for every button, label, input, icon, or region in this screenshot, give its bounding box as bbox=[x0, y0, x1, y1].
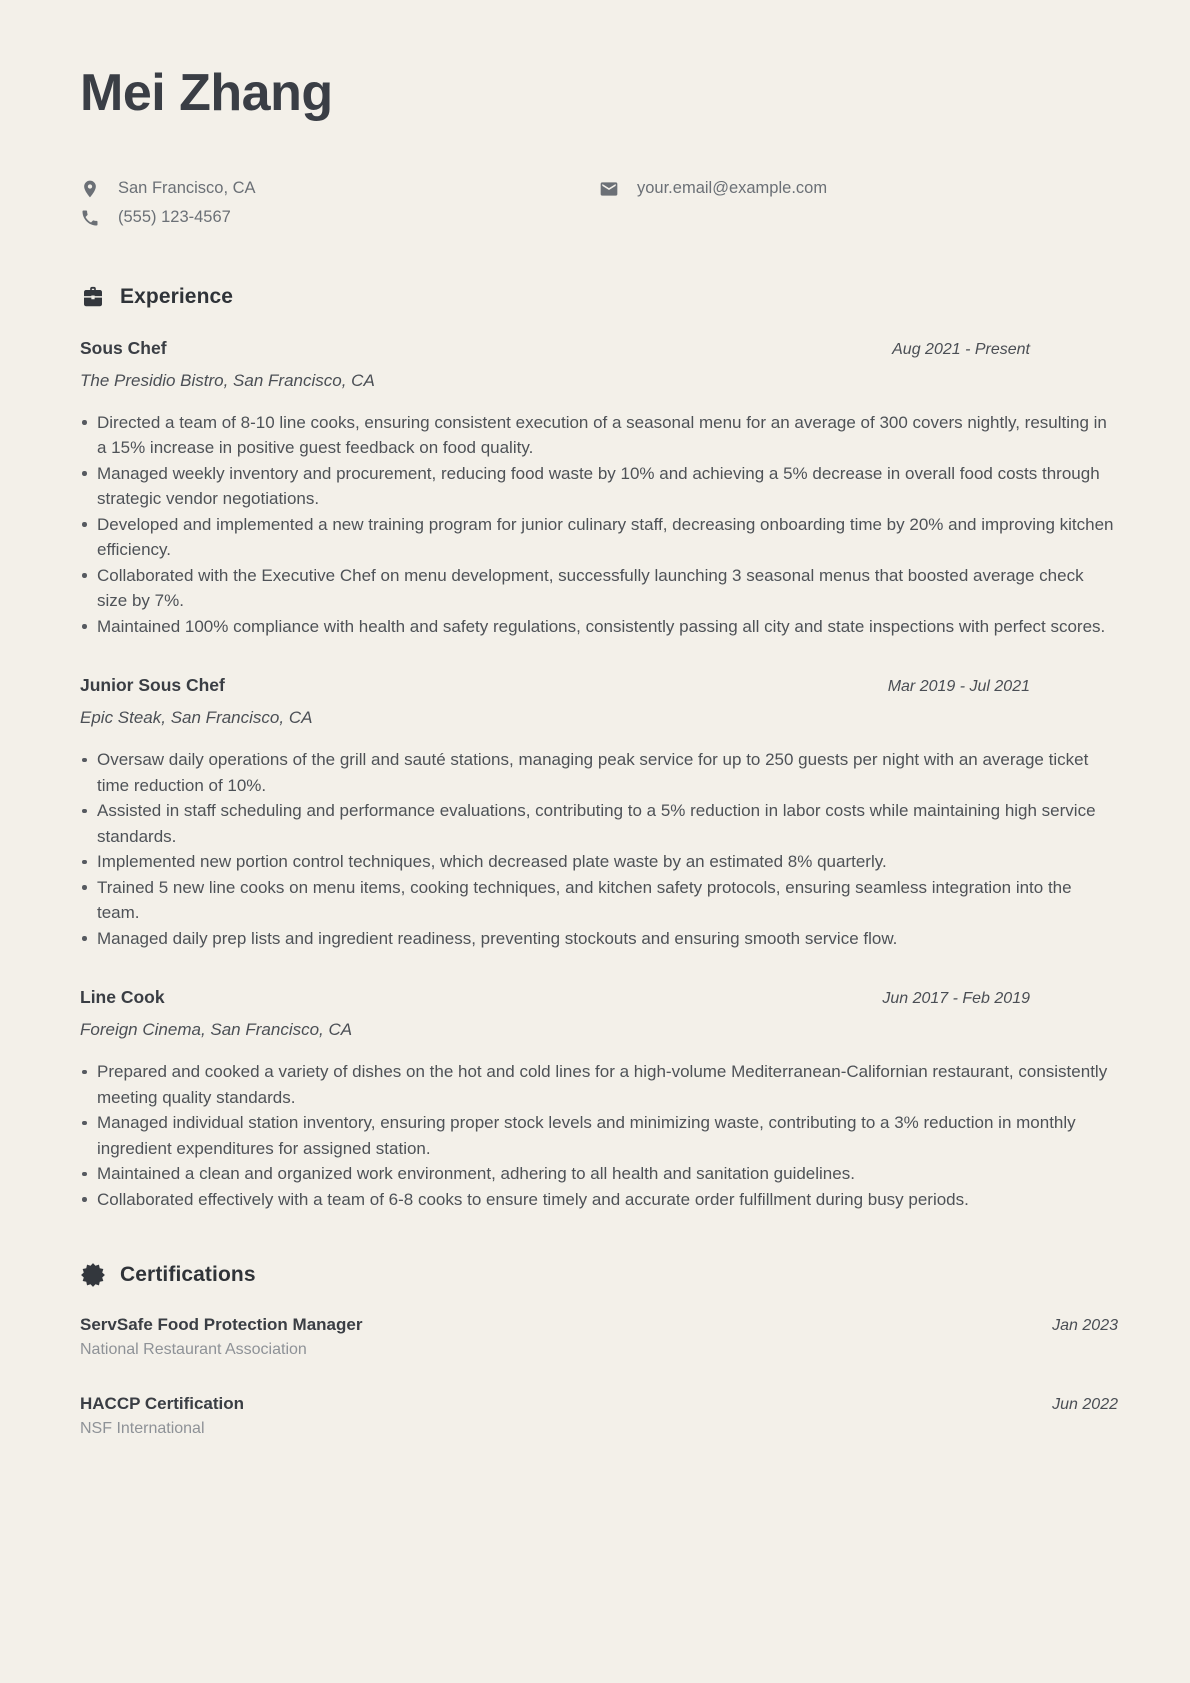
job-bullet: Managed weekly inventory and procurement, reducing food waste by 10% and achieving a 5% decrease in overall food costs through strategic vendor negotiations. bbox=[80, 461, 1118, 512]
job-bullets bbox=[80, 1059, 1118, 1212]
job-header bbox=[80, 675, 1118, 696]
contact-email bbox=[599, 179, 1118, 199]
certifications-section-title: Certifications bbox=[120, 1263, 256, 1287]
resume-name: Mei Zhang bbox=[80, 64, 333, 122]
job-bullet: Collaborated effectively with a team of 6-8 cooks to ensure timely and accurate order fulfillment during busy periods. bbox=[80, 1187, 1118, 1213]
job-title: Line Cook bbox=[80, 987, 165, 1008]
job-bullet: Prepared and cooked a variety of dishes on the hot and cold lines for a high-volume Mediterranean-Californian restaurant, consistently meeting quality standards. bbox=[80, 1059, 1118, 1110]
seal-icon bbox=[80, 1262, 106, 1288]
envelope-icon bbox=[599, 179, 619, 199]
job-entry-junior-sous-chef bbox=[80, 675, 1118, 951]
job-header bbox=[80, 338, 1118, 359]
contact-info bbox=[80, 179, 1118, 228]
job-bullet: Collaborated with the Executive Chef on menu development, successfully launching 3 seasonal menus that boosted average check size by 7%. bbox=[80, 563, 1118, 614]
contact-location-text: San Francisco, CA bbox=[118, 179, 256, 198]
experience-section bbox=[80, 284, 1118, 1213]
job-dates: Jun 2017 - Feb 2019 bbox=[882, 990, 1030, 1008]
experience-section-header bbox=[80, 284, 1118, 310]
job-company: The Presidio Bistro, San Francisco, CA bbox=[80, 370, 375, 390]
cert-date: Jan 2023 bbox=[1052, 1317, 1118, 1335]
cert-name: HACCP Certification bbox=[80, 1394, 245, 1414]
job-company: Epic Steak, San Francisco, CA bbox=[80, 708, 313, 728]
job-dates: Mar 2019 - Jul 2021 bbox=[887, 678, 1030, 696]
job-bullet: Managed daily prep lists and ingredient readiness, preventing stockouts and ensuring smooth service flow. bbox=[80, 926, 1118, 952]
map-pin-icon bbox=[80, 179, 100, 199]
cert-entry-haccp bbox=[80, 1394, 1118, 1438]
job-entry-sous-chef bbox=[80, 338, 1118, 640]
job-bullet: Assisted in staff scheduling and performance evaluations, contributing to a 5% reduction in labor costs while maintaining high service standards. bbox=[80, 798, 1118, 849]
experience-section-title: Experience bbox=[120, 284, 234, 308]
job-entry-line-cook bbox=[80, 987, 1118, 1212]
job-bullets bbox=[80, 410, 1118, 640]
contact-location bbox=[80, 179, 599, 199]
contact-phone-text: (555) 123-4567 bbox=[118, 208, 231, 227]
job-bullet: Oversaw daily operations of the grill and sauté stations, managing peak service for up to 250 guests per night with an average ticket time reduction of 10%. bbox=[80, 747, 1118, 798]
cert-entry-servsafe bbox=[80, 1315, 1118, 1359]
cert-issuer: NSF International bbox=[80, 1420, 205, 1438]
certifications-section bbox=[80, 1262, 1118, 1438]
certifications-section-header bbox=[80, 1262, 1118, 1288]
job-bullet: Directed a team of 8-10 line cooks, ensuring consistent execution of a seasonal menu for an average of 300 covers nightly, resulting in a 15% increase in positive guest feedback on food quality. bbox=[80, 410, 1118, 461]
job-dates: Aug 2021 - Present bbox=[892, 340, 1030, 358]
job-bullet: Implemented new portion control techniques, which decreased plate waste by an estimated 8% quarterly. bbox=[80, 849, 1118, 875]
job-title: Sous Chef bbox=[80, 337, 167, 358]
job-header bbox=[80, 987, 1118, 1008]
cert-name: ServSafe Food Protection Manager bbox=[80, 1315, 363, 1335]
job-bullets bbox=[80, 747, 1118, 951]
contact-email-text: your.email@example.com bbox=[637, 179, 828, 198]
job-bullet: Maintained 100% compliance with health and safety regulations, consistently passing all city and state inspections with perfect scores. bbox=[80, 614, 1118, 640]
cert-header bbox=[80, 1394, 1118, 1414]
job-bullet: Developed and implemented a new training program for junior culinary staff, decreasing onboarding time by 20% and improving kitchen efficiency. bbox=[80, 512, 1118, 563]
cert-issuer: National Restaurant Association bbox=[80, 1341, 307, 1359]
briefcase-icon bbox=[80, 284, 106, 310]
phone-icon bbox=[80, 208, 100, 228]
contact-phone bbox=[80, 208, 599, 228]
job-bullet: Trained 5 new line cooks on menu items, cooking techniques, and kitchen safety protocols, ensuring seamless integration into the team. bbox=[80, 875, 1118, 926]
cert-header bbox=[80, 1315, 1118, 1335]
job-title: Junior Sous Chef bbox=[80, 675, 225, 696]
cert-date: Jun 2022 bbox=[1052, 1396, 1118, 1414]
job-bullet: Maintained a clean and organized work environment, adhering to all health and sanitation guidelines. bbox=[80, 1161, 1118, 1187]
job-bullet: Managed individual station inventory, ensuring proper stock levels and minimizing waste, contributing to a 3% reduction in monthly ingredient expenditures for assigned station. bbox=[80, 1110, 1118, 1161]
job-company: Foreign Cinema, San Francisco, CA bbox=[80, 1020, 353, 1040]
